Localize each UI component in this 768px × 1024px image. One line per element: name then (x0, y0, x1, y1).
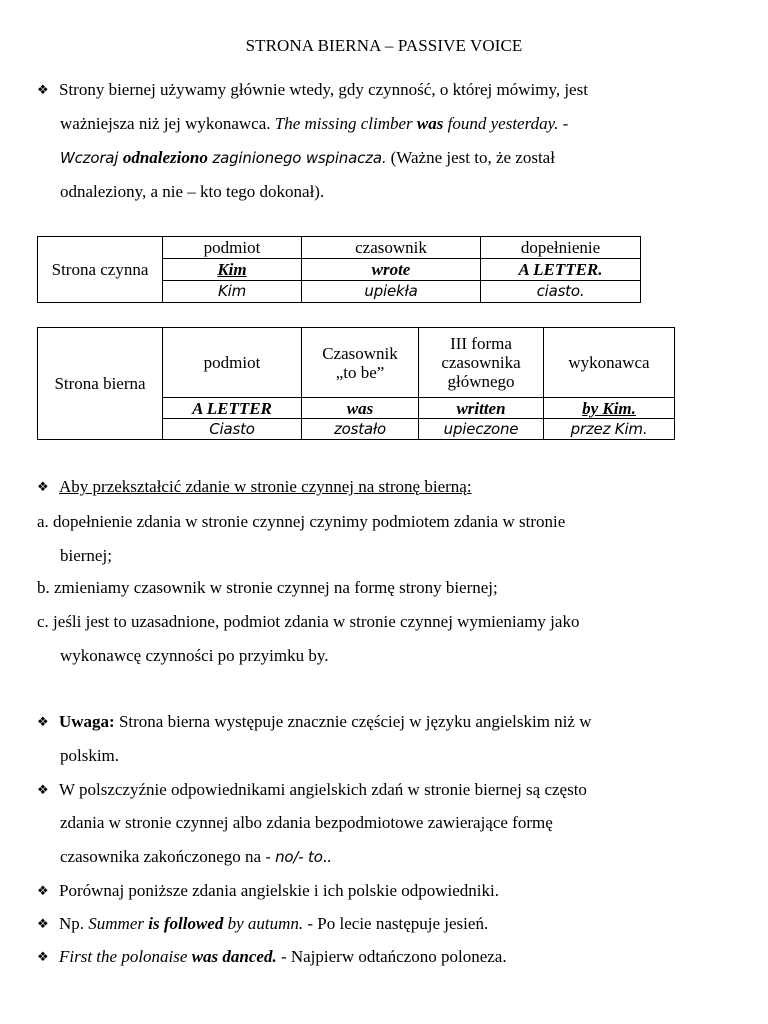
note-polish-line-2: zdania w stronie czynnej albo zdania bezpodmiotowe zawierające formę (60, 813, 553, 832)
passive-pl-to-be: zostało (302, 419, 419, 440)
note-compare-line: ❖ Porównaj poniższe zdania angielskie i ich polskie odpowiedniki. (37, 874, 499, 909)
passive-header-agent: wykonawca (544, 328, 675, 398)
passive-en-subject: A LETTER (163, 398, 302, 419)
rule-c-line-2: wykonawcę czynności po przyimku by. (60, 646, 329, 665)
active-pl-subject: Kim (163, 281, 302, 303)
passive-pl-subject: Ciasto (163, 419, 302, 440)
note-uwaga-line-1: ❖ Uwaga: Strona bierna występuje znacznie częściej w języku angielskim niż w (37, 705, 591, 740)
rule-a-line-1: a. dopełnienie zdania w stronie czynnej czynimy podmiotem zdania w stronie (37, 512, 566, 531)
diamond-bullet-icon: ❖ (37, 884, 49, 899)
passive-pl-agent: przez Kim. (544, 419, 675, 440)
intro-line-1: ❖ Strony biernej używamy głównie wtedy, gdy czynność, o której mówimy, jest (37, 73, 588, 108)
active-header-verb: czasownik (302, 237, 481, 259)
intro-line-4: odnaleziony, a nie – kto tego dokonał). (60, 182, 325, 201)
active-header-subject: podmiot (163, 237, 302, 259)
passive-header-subject: podmiot (163, 328, 302, 398)
diamond-bullet-icon: ❖ (37, 83, 49, 98)
active-en-verb: wrote (302, 259, 481, 281)
rules-heading-line: ❖ Aby przekształcić zdanie w stronie czynnej na stronę bierną: (37, 470, 472, 505)
note-polish-line-1: ❖ W polszczyźnie odpowiednikami angielskich zdań w stronie biernej są często (37, 773, 587, 808)
passive-voice-table (37, 327, 675, 440)
active-header-object: dopełnienie (481, 237, 641, 259)
page-title: STRONA BIERNA – PASSIVE VOICE (245, 36, 523, 55)
passive-en-agent: by Kim. (544, 398, 675, 419)
passive-header-to-be: Czasownik „to be” (302, 328, 419, 398)
active-pl-object: ciasto. (481, 281, 641, 303)
active-voice-label: Strona czynna (38, 237, 163, 303)
rule-c-line-1: c. jeśli jest to uzasadnione, podmiot zdania w stronie czynnej wymieniamy jako (37, 612, 580, 631)
example-1-line: ❖ Np. Summer is followed by autumn. - Po lecie następuje jesień. (37, 907, 488, 942)
active-en-subject: Kim (163, 259, 302, 281)
diamond-bullet-icon: ❖ (37, 783, 49, 798)
diamond-bullet-icon: ❖ (37, 950, 49, 965)
diamond-bullet-icon: ❖ (37, 715, 49, 730)
intro-line-2: ważniejsza niż jej wykonawca. The missing climber was found yesterday. - (60, 114, 569, 133)
passive-en-participle: written (419, 398, 544, 419)
diamond-bullet-icon: ❖ (37, 917, 49, 932)
note-uwaga-line-2: polskim. (60, 746, 120, 765)
intro-line-3: Wczoraj odnaleziono zaginionego wspinacza. (Ważne jest to, że został (60, 148, 555, 167)
passive-pl-participle: upieczone (419, 419, 544, 440)
active-pl-verb: upiekła (302, 281, 481, 303)
passive-header-third-form: III forma czasownika głównego (419, 328, 544, 398)
rule-b-line: b. zmieniamy czasownik w stronie czynnej na formę strony biernej; (37, 578, 498, 597)
note-polish-line-3: czasownika zakończonego na - no/- to.. (60, 847, 332, 866)
active-en-object: A LETTER. (481, 259, 641, 281)
passive-voice-label: Strona bierna (38, 328, 163, 440)
diamond-bullet-icon: ❖ (37, 480, 49, 495)
rule-a-line-2: biernej; (60, 546, 112, 565)
passive-en-to-be: was (302, 398, 419, 419)
example-2-line: ❖ First the polonaise was danced. - Najpierw odtańczono poloneza. (37, 940, 507, 975)
active-voice-table (37, 236, 641, 303)
